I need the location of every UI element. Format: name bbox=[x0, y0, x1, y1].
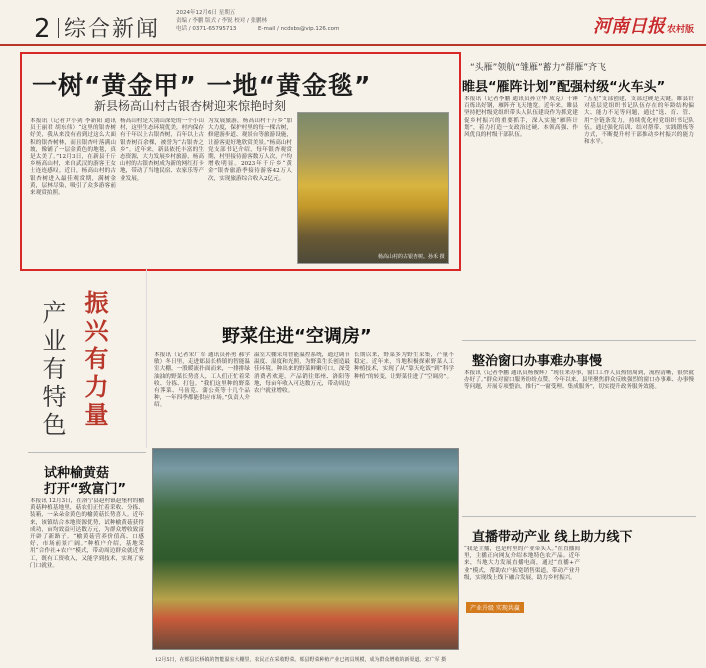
livestream-body: “我是主播，也是村里的产业带头人。”在直播间里，主播正向网友介绍本地特色农产品。近年来，当地大力发展直播电商，通过“直播+产业”模式，帮助农户拓宽销售渠道，带动产业升级，实现线上线下融合发展，助力乡村振兴。 bbox=[464, 546, 580, 581]
divider bbox=[28, 452, 146, 453]
phone-line: 电话 / 0371-65795713 bbox=[176, 26, 237, 32]
mushroom-story-body: 本报讯 12月3日，在洛宁县赵村镇赵堡村的榆黄菇种植基地里，菇农们正忙着采收、分拣、装箱，一朵朵金黄色的榆黄菇长势喜人。近年来，该镇结合本地资源优势，试种榆黄菇获得成功，亩均效益可达数万元，为群众增收致富开辟了新路子。“榆黄菇营养价值高、口感好，市场前景广阔。”种植户介绍，基地采用“合作社+农户”模式，带动周边群众就近务工，既有工资收入，又能学到技术，实现了家门口就业。 bbox=[30, 498, 144, 569]
section-tag: 产业升级 实现共赢 bbox=[466, 602, 524, 613]
masthead-divider bbox=[58, 18, 59, 38]
brand-name: 河南日报 bbox=[592, 16, 665, 37]
slogan-industry: 产业有特色 bbox=[38, 300, 66, 440]
lead-body-col1: 本报讯（记者尹小剑 李新阳 通讯员王丽君 胡东伟）“这里的银杏树好美，我从来没有看到过这么大面积的银杏树林，而且银杏叶落满山坡，像铺了一层金黄色的地毯，真是太美了。”12月3日，在新县千斤乡杨高山村，来自武汉的游客王女士连连感叹。近日，杨高山村的古银杏树进入最佳观赏期，满树金黄，层林尽染，吸引了众多游客前来观赏拍照。 bbox=[30, 118, 116, 197]
right-body-col1: 本报讯（记者李鹏 通讯员孙立华 成克）千锤百炼出好钢，雁阵齐飞天地宽。近年来，睢县坚持把村级党组织带头人队伍建设作为抓党建促乡村振兴的重要抓手，深入实施“雁阵计划”，着力打造一支政治过硬、本领高强、作风优良的村级干部队伍。 bbox=[464, 96, 578, 139]
divider bbox=[462, 340, 696, 341]
issue-date: 2024年12月6日 星期五 bbox=[176, 10, 236, 16]
ginkgo-photo-caption: 杨高山村的古银杏树。孙禾 摄 bbox=[378, 254, 445, 260]
page-number: 2 bbox=[34, 14, 51, 44]
greenhouse-photo-caption: 12月5日，在郏县长桥镇的智能温室大棚里，农民正在采收野菜。郏县野菜种植产业已初具规模，成为群众增收的新渠道。宋广军 摄 bbox=[155, 657, 447, 663]
window-service-body: 本报讯（记者李鹏 通讯员杨俊辉）“现在来办事，窗口工作人员热情周到，流程清晰，很快就办好了。”群众对窗口服务纷纷点赞。今年以来，县里聚焦群众反映强烈的窗口办事难、办事慢等问题，开展专项整治，推行“一窗受理、集成服务”，切实提升政务服务效能。 bbox=[464, 370, 694, 391]
slogan-revitalization: 振兴有力量 bbox=[80, 290, 108, 430]
lead-body-col2: 杨高山村是大别山深处的一个小山村，这里生态环境优美，村内保存有千年以上古银杏树，百年以上古银杏树百余棵，被誉为“古银杏之乡”。近年来，新县依托丰富的生态资源，大力发展乡村旅游，杨高山村的古银杏树成为新的网红打卡地，带动了当地民宿、农家乐等产业发展。 bbox=[120, 118, 204, 182]
wild-veg-body-col2: 温室大棚采用智能温控系统，通过调节温度、湿度和光照，为野菜生长创造最佳环境。种出来的野菜鲜嫩可口，深受消费者欢迎，产品销往郑州、洛阳等地，每亩年收入可达数万元，带动周边农户就业增收。 bbox=[254, 352, 350, 395]
mushroom-headline-2: 打开“致富门” bbox=[44, 482, 127, 497]
ginkgo-photo bbox=[297, 112, 449, 264]
window-service-headline: 整治窗口办事难办事慢 bbox=[472, 354, 603, 369]
wild-veg-headline: 野菜住进“空调房” bbox=[222, 326, 372, 347]
lead-subheadline: 新县杨高山村古银杏树迎来惊艳时刻 bbox=[94, 99, 287, 113]
editors-line: 责编 / 李鹏 版式 / 李锐 校对 / 张鹏林 bbox=[176, 18, 268, 24]
newspaper-logo bbox=[593, 12, 694, 38]
right-kicker: “头雁”领航“雏雁”蓄力“群雁”齐飞 bbox=[470, 63, 606, 73]
right-body-col2: “五星”支部创建，支部过硬是关键。睢县针对基层党组织书记队伍存在的年龄结构偏大、能力不足等问题，通过“选、育、管、用”全链条发力，持续优化村党组织书记队伍。通过强化培训、结对帮带、实践锻炼等方式，不断提升村干部推动乡村振兴的能力和水平。 bbox=[584, 96, 694, 146]
lead-body-col3: 为发展旅游，杨高山村千斤乡“加大力度，保护村里的每一棵古树，修建游步道、观景台等旅游设施，让游客更好地欣赏美景。”杨高山村党支部书记介绍，每年银杏观赏期，村里接待游客数万人次，户均增收明显。2023年千斤乡“黄金”银杏旅游季接待游客42万人次，实现旅游综合收入2亿元。 bbox=[208, 118, 292, 182]
livestream-headline: 直播带动产业 线上助力线下 bbox=[472, 530, 633, 545]
wild-veg-body-col1: 本报讯（记者宋广军 通讯员孙勇 郝学敏）冬日里，走进郏县长桥镇的智能温室大棚，一股暖流扑面而来，一排排绿油油的野菜长势喜人，工人们正忙着采收、分拣、打包。“我们这里种的野菜有荠菜、马齿苋、蒲公英等十几个品种，一年四季都能供应市场。”负责人介绍。 bbox=[154, 352, 250, 409]
wild-veg-body-col3: 长期以来，野菜多为野生采集，产量不稳定。近年来，当地积极探索野菜人工种植技术，实现了从“靠天吃饭”到“科学种植”的转变，让野菜住进了“空调房”。 bbox=[354, 352, 454, 380]
greenhouse-photo bbox=[152, 448, 459, 650]
right-headline: 睢县“雁阵计划”配强村级“火车头” bbox=[462, 80, 666, 95]
brand-sub: 农村版 bbox=[666, 25, 694, 35]
lead-headline: 一树“黄金甲” 一地“黄金毯” bbox=[32, 71, 372, 100]
email-line: E-mail / ncdsbs@vip.126.com bbox=[258, 26, 340, 32]
divider bbox=[462, 516, 696, 517]
section-title: 综合新闻 bbox=[64, 17, 161, 42]
mushroom-headline-1: 试种榆黄菇 bbox=[44, 466, 110, 481]
